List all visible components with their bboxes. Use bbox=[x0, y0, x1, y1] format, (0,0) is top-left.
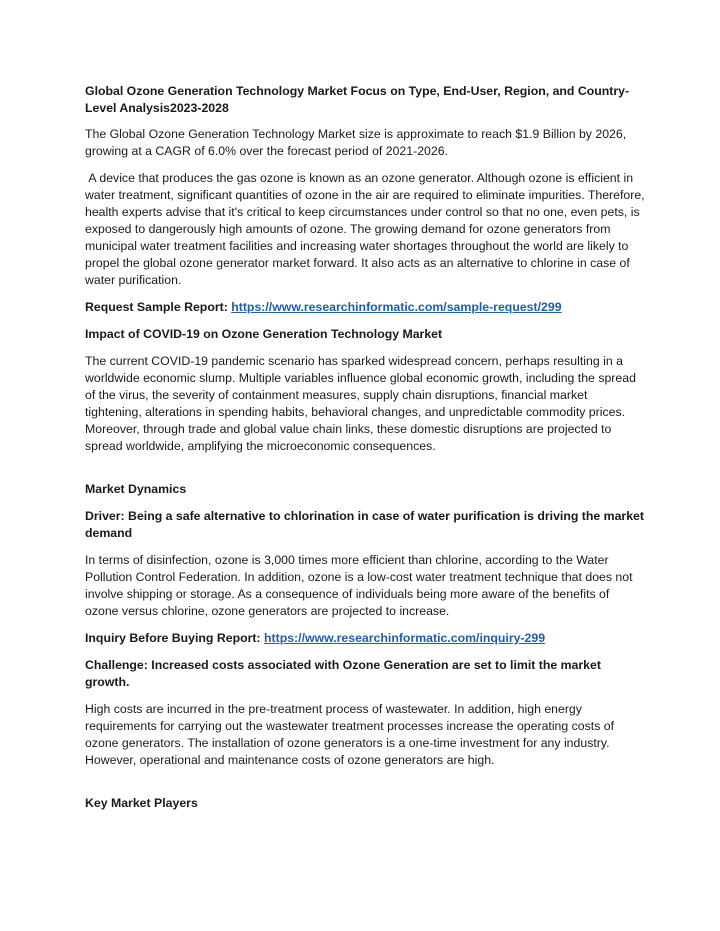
challenge-paragraph: High costs are incurred in the pre-treatment process of wastewater. In addition, high energy requirements for carrying out the wastewater treatment processes increase the operating costs of ozone generators. The installation of ozone generators is a one-time investment for any industry. However, operational and maintenance costs of ozone generators are high. bbox=[85, 702, 615, 767]
document-title-text: Global Ozone Generation Technology Market Focus on Type, End-User, Region, and Country-Level Analysis bbox=[85, 84, 630, 115]
description-paragraph: A device that produces the gas ozone is known as an ozone generator. Although ozone is efficient in water treatment, significant quantities of ozone in the air are required to eliminate impurities. Therefore, health experts advise that it's critical to keep circumstances under control so that no one, even pets, is exposed to dangerously high amounts of ozone. The growing demand for ozone generators from municipal water treatment facilities and increasing water shortages throughout the world are likely to propel the global ozone generator market forward. It also acts as an alternative to chlorine in case of water purification. bbox=[85, 171, 648, 287]
inquiry-label: Inquiry Before Buying Report: bbox=[85, 631, 264, 645]
sample-report-link[interactable]: https://www.researchinformatic.com/sample-request/299 bbox=[231, 300, 562, 314]
sample-report-line bbox=[85, 299, 645, 316]
inquiry-link[interactable]: https://www.researchinformatic.com/inquiry-299 bbox=[264, 631, 546, 645]
key-players-heading: Key Market Players bbox=[85, 796, 198, 810]
covid-heading: Impact of COVID-19 on Ozone Generation Technology Market bbox=[85, 327, 443, 341]
challenge-heading: Challenge: Increased costs associated with Ozone Generation are set to limit the market growth. bbox=[85, 658, 601, 689]
intro-paragraph: The Global Ozone Generation Technology Market size is approximate to reach $1.9 Billion by 2026, growing at a CAGR of 6.0% over the forecast period of 2021-2026. bbox=[85, 127, 627, 158]
driver-heading: Driver: Being a safe alternative to chlorination in case of water purification is driving the market demand bbox=[85, 509, 644, 540]
covid-paragraph: The current COVID-19 pandemic scenario has sparked widespread concern, perhaps resulting in a worldwide economic slump. Multiple variables influence global economic growth, including the spread of the virus, the severity of containment measures, supply chain disruptions, financial market tightening, alterations in spending habits, behavioral changes, and unpredictable commodity prices. Moreover, through trade and global value chain links, these domestic disruptions are projected to spread worldwide, amplifying the microeconomic consequences. bbox=[85, 354, 636, 453]
driver-paragraph: In terms of disinfection, ozone is 3,000 times more efficient than chlorine, according to the Water Pollution Control Federation. In addition, ozone is a low-cost water treatment technique that does not involve shipping or storage. As a consequence of individuals being more aware of the benefits of ozone versus chlorine, ozone generators are projected to increase. bbox=[85, 553, 633, 618]
inquiry-line bbox=[85, 630, 645, 647]
document-title bbox=[85, 83, 645, 117]
market-dynamics-heading: Market Dynamics bbox=[85, 482, 187, 496]
document-body bbox=[85, 83, 648, 822]
sample-report-label: Request Sample Report: bbox=[85, 300, 232, 314]
document-title-years: 2023-2028 bbox=[170, 101, 229, 115]
